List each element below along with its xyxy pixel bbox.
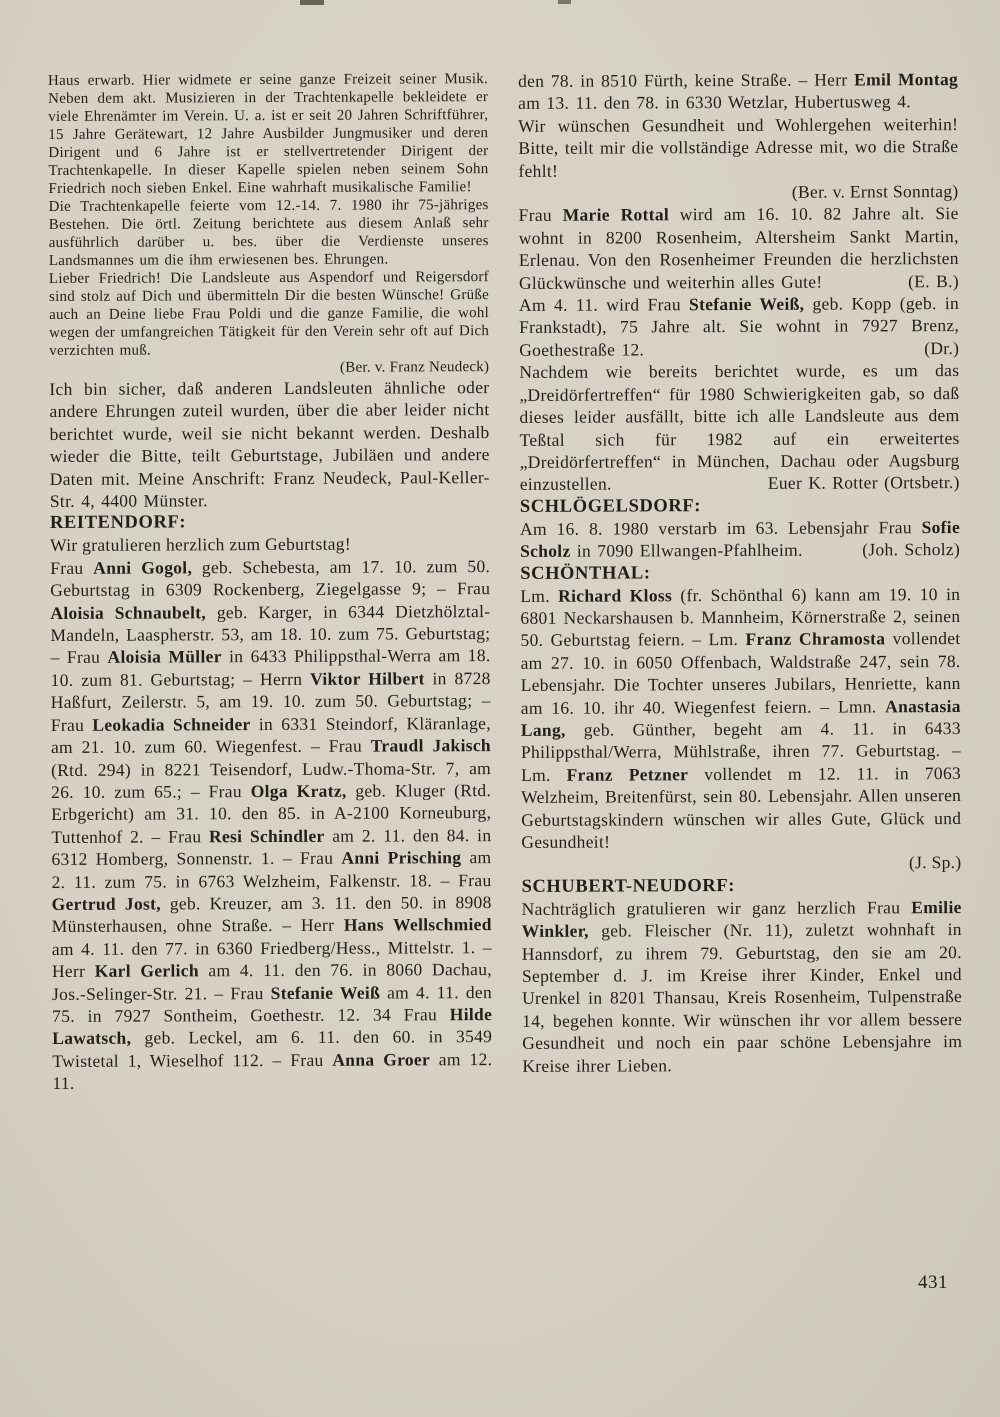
text-run: am 13. 11. den 78. in 6330 Wetzlar, Hubertusweg 4.	[518, 91, 911, 114]
person-name: Emil Montag	[854, 69, 959, 90]
text-run: SCHÖNTHAL:	[520, 562, 651, 584]
paragraph	[49, 376, 490, 512]
text-run: geb. Karger, in 6344 Dietzhölztal-Mandeln, Laaspherstr. 53, am 18. 10. zum 75. Geburtstag; – Frau	[50, 600, 491, 668]
paragraph	[48, 70, 489, 198]
attribution	[518, 180, 958, 204]
section-heading	[520, 494, 960, 518]
text-run: in 6331 Steindorf, Kläranlage, am 21. 10. zum 60. Wiegenfest. – Frau	[50, 712, 491, 758]
text-run: Nachträglich gratulieren wir ganz herzlich Frau	[521, 897, 912, 919]
person-name: Anastasia Lang,	[520, 695, 961, 740]
text-run: geb. Leckel, am 6. 11. den 60. in 3549 Twistetal 1, Wieselhof 112. – Frau	[52, 1026, 493, 1071]
text-run: geb. Kluger (Rtd. Erbgericht) am 31. 10. den 85. in A-2100 Korneuburg, Tuttenhof 2. – Frau	[51, 779, 492, 847]
text-run: Die Trachtenkapelle feierte vom 12.-14. 7. 1980 ihr 75-jähriges Bestehen. Die örtl. Zeitung berichtete aus diesem Anlaß sehr ausführlich darüber u. bes. über die Verdienste unseres Landsmannes um die ihm erwiesenen bes. Ehrungen.	[48, 197, 489, 269]
text-run: (Dr.)	[924, 337, 960, 359]
text-run: in 6433 Philippsthal-Werra am 18. 10. zum 81. Geburtstag; – Herrn	[50, 645, 491, 690]
paragraph	[519, 202, 959, 294]
person-name: Leokadia Schneider	[92, 713, 251, 735]
text-run: in 8728 Haßfurt, Zeilerstr. 5, am 19. 10. zum 50. Geburtstag; – Frau	[50, 667, 491, 735]
paragraph	[519, 292, 959, 361]
text-run: Am 4. 11. wird Frau	[518, 294, 690, 315]
person-name: Hans Wellschmied	[343, 914, 492, 936]
text-run: SCHUBERT-NEUDORF:	[521, 875, 736, 897]
text-run: Frau	[518, 205, 563, 226]
text-run: (fr. Schönthal 6) kann am 19. 10 in 6801 Neckarshausen b. Mannheim, Körnerstraße 2, seinen 50. Geburtstag feiern. – Lm.	[520, 583, 961, 651]
person-name: Viktor Hilbert	[310, 668, 425, 689]
person-name: Resi Schindler	[208, 825, 325, 847]
text-run: Wir gratulieren herzlich zum Geburtstag!	[50, 534, 352, 556]
text-run: (J. Sp.)	[908, 852, 962, 873]
paragraph	[520, 516, 960, 563]
person-name: Franz Chramosta	[745, 628, 886, 650]
text-run: am 2. 11. den 84. in 6312 Homberg, Sonnenstr. 1. – Frau	[51, 824, 492, 870]
text-run: den 78. in 8510 Fürth, keine Straße. – Herr	[518, 69, 855, 91]
paragraph	[49, 196, 489, 270]
text-run: am 4. 11. den 75. in 7927 Sontheim, Goethestr. 12. 34 Frau	[52, 981, 493, 1026]
attribution	[49, 358, 489, 378]
text-run: am 12. 11.	[52, 1048, 493, 1094]
text-run: SCHLÖGELSDORF:	[519, 495, 702, 517]
text-run: wird am 16. 10. 82 Jahre alt. Sie wohnt in 8200 Rosenheim, Altersheim Sankt Martin, Erlenau. Von den Rosenheimer Freunden die herzlichsten Glückwünsche und weiterhin alles Gute!	[518, 203, 959, 293]
text-run: geb. Kopp (geb. in Frankstadt), 75 Jahre alt. Sie wohnt in 7927 Brenz, Goethestraße 12.	[519, 293, 960, 360]
text-run: Haus erwarb. Hier widmete er seine ganze Freizeit seiner Musik. Neben dem akt. Musizieren in der Trachtenkapelle bekleidete er viele Ehrenämter im Verein. U. a. ist er seit 20 Jahren Schriftführer, 15 Jahre Gerätewart, 12 Jahre Ausbilder Jungmusiker und deren Dirigent und 6 Jahre ist er stellvertretender Dirigent der Trachtenkapelle. In dieser Kapelle spielen neben seinem Sohn Friedrich noch sieben Enkel. Eine wahrhaft musikalische Familie!	[48, 71, 489, 197]
section-heading	[520, 561, 960, 585]
text-run: (E. B.)	[908, 270, 959, 291]
section-heading	[50, 510, 490, 534]
text-run: am 2. 11. zum 75. in 6763 Welzheim, Falkenstr. 18. – Frau	[51, 847, 492, 892]
person-name: Anni Prisching	[341, 847, 462, 868]
right-column	[518, 68, 962, 1093]
text-run: am 4. 11. den 77. in 6360 Friedberg/Hess., Mittelstr. 1. – Herr	[51, 936, 492, 982]
text-run: Frau	[50, 557, 94, 578]
paragraph	[518, 68, 958, 115]
text-run: REITENDORF:	[49, 512, 187, 534]
text-run: (Ber. v. Ernst Sonntag)	[791, 181, 959, 202]
paragraph	[518, 113, 958, 182]
text-run: Nachdem wie bereits berichtet wurde, es um das „Dreidörfertreffen“ für 1980 Schwierigkeiten gab, so daß dieses leider ausfällt, bitte ich alle Landsleute aus dem Teßtal sich für 1982 auf ein erweitertes „Dreidörfertreffen“ in München, Dachau oder Augsburg einzustellen.	[519, 360, 960, 495]
person-name: Traudl Jakisch	[370, 735, 491, 756]
paragraph	[520, 583, 961, 854]
person-name: Karl Gerlich	[94, 960, 199, 981]
person-name: Franz Petzner	[566, 763, 689, 785]
text-run: geb. Schebesta, am 17. 10. zum 50. Geburtstag in 6309 Rockenberg, Ziegelgasse 9; – Frau	[50, 555, 491, 601]
person-name: Marie Rottal	[562, 204, 670, 226]
text-run: in 7090 Ellwangen-Pfahlheim.	[570, 539, 803, 561]
left-column	[48, 70, 492, 1095]
text-run: vollendet m 12. 11. in 7063 Welzheim, Breitenfürst, sein 80. Lebensjahr. Allen unseren Geburtstagskindern wünschen wir alles Gute, Glück und Gesundheit!	[521, 762, 962, 852]
text-columns	[48, 68, 962, 1095]
text-run: am 4. 11. den 76. in 8060 Dachau, Jos.-Selinger-Str. 21. – Frau	[51, 959, 492, 1004]
paragraph	[519, 359, 960, 495]
text-run: (Ber. v. Franz Neudeck)	[339, 359, 490, 376]
person-name: Hilde Lawatsch,	[52, 1004, 493, 1049]
person-name: Aloisia Schnaubelt,	[50, 601, 207, 623]
text-run: Euer K. Rotter (Ortsbetr.)	[767, 472, 960, 494]
person-name: Anni Gogol,	[93, 557, 193, 578]
page-number: 431	[918, 1272, 948, 1293]
paragraph	[522, 896, 963, 1077]
text-run: vollendet am 27. 10. in 6050 Offenbach, Waldstraße 247, sein 78. Lebensjahr. Die Tochter unseres Jubilars, Henriette, kann am 16. 10. ihr 40. Wiegenfest feiern. – Lmn.	[520, 628, 961, 718]
text-run: Am 16. 8. 1980 verstarb im 63. Lebensjahr Frau	[519, 516, 922, 539]
text-run: Lm.	[520, 585, 559, 606]
person-name: Stefanie Weiß,	[688, 293, 805, 315]
text-run: (Rtd. 294) in 8221 Teisendorf, Ludw.-Thoma-Str. 7, am 26. 10. zum 65.; – Frau	[51, 757, 492, 802]
section-heading	[522, 874, 962, 898]
person-name: Anna Groer	[332, 1049, 431, 1070]
text-run: geb. Günther, begeht am 4. 11. in 6433 Philippsthal/Werra, Mühlstraße, ihren 77. Geburtstag. – Lm.	[520, 717, 962, 785]
person-name: Aloisia Müller	[107, 646, 222, 668]
text-run: Wir wünschen Gesundheit und Wohlergehen weiterhin! Bitte, teilt mir die vollständige Adresse mit, wo die Straße fehlt!	[518, 113, 959, 181]
person-name: Gertrud Jost,	[51, 893, 161, 914]
paragraph	[49, 268, 489, 360]
text-run: Lieber Friedrich! Die Landsleute aus Aspendorf und Reigersdorf sind stolz auf Dich und übermitteln Dir die besten Wünsche! Grüße auch an Deine liebe Frau Poldi und die ganze Familie, die wohl wegen der umfangreichen Tätigkeit für den Verein sehr oft auf Dich verzichten muß.	[48, 269, 490, 359]
text-run: geb. Fleischer (Nr. 11), zuletzt wohnhaft in Hannsdorf, zu ihrem 79. Geburtstag, den sie am 20. September d. J. im Kreise ihrer Kinder, Enkel und Urenkel in 8201 Thansau, Kreis Rosenheim, Tulpenstraße 14, begehen konnte. Wir wünschen ihr vor allem bessere Gesundheit und noch ein paar schöne Lebensjahre im Kreise ihrer Lieben.	[521, 919, 963, 1076]
person-name: Sofie Scholz	[520, 516, 961, 562]
person-name: Olga Kratz,	[250, 780, 347, 802]
text-run: (Joh. Scholz)	[862, 539, 961, 560]
paragraph	[50, 532, 490, 556]
person-name: Richard Kloss	[558, 584, 673, 606]
attribution	[521, 851, 961, 875]
person-name: Stefanie Weiß	[270, 982, 381, 1003]
person-name: Emilie Winkler,	[521, 896, 962, 942]
text-run: Ich bin sicher, daß anderen Landsleuten ähnliche oder andere Ehrungen zuteil wurden, über die aber leider nicht berichtet wurde, weil sie nicht bekannt werden. Deshalb wieder die Bitte, teilt Geburtstage, Jubiläen und andere Daten mit. Meine Anschrift: Franz Neudeck, Paul-Keller-Str. 4, 4400 Münster.	[49, 377, 490, 512]
text-run: geb. Kreuzer, am 3. 11. den 50. in 8908 Münsterhausen, ohne Straße. – Herr	[51, 891, 492, 937]
paragraph	[50, 555, 492, 1095]
